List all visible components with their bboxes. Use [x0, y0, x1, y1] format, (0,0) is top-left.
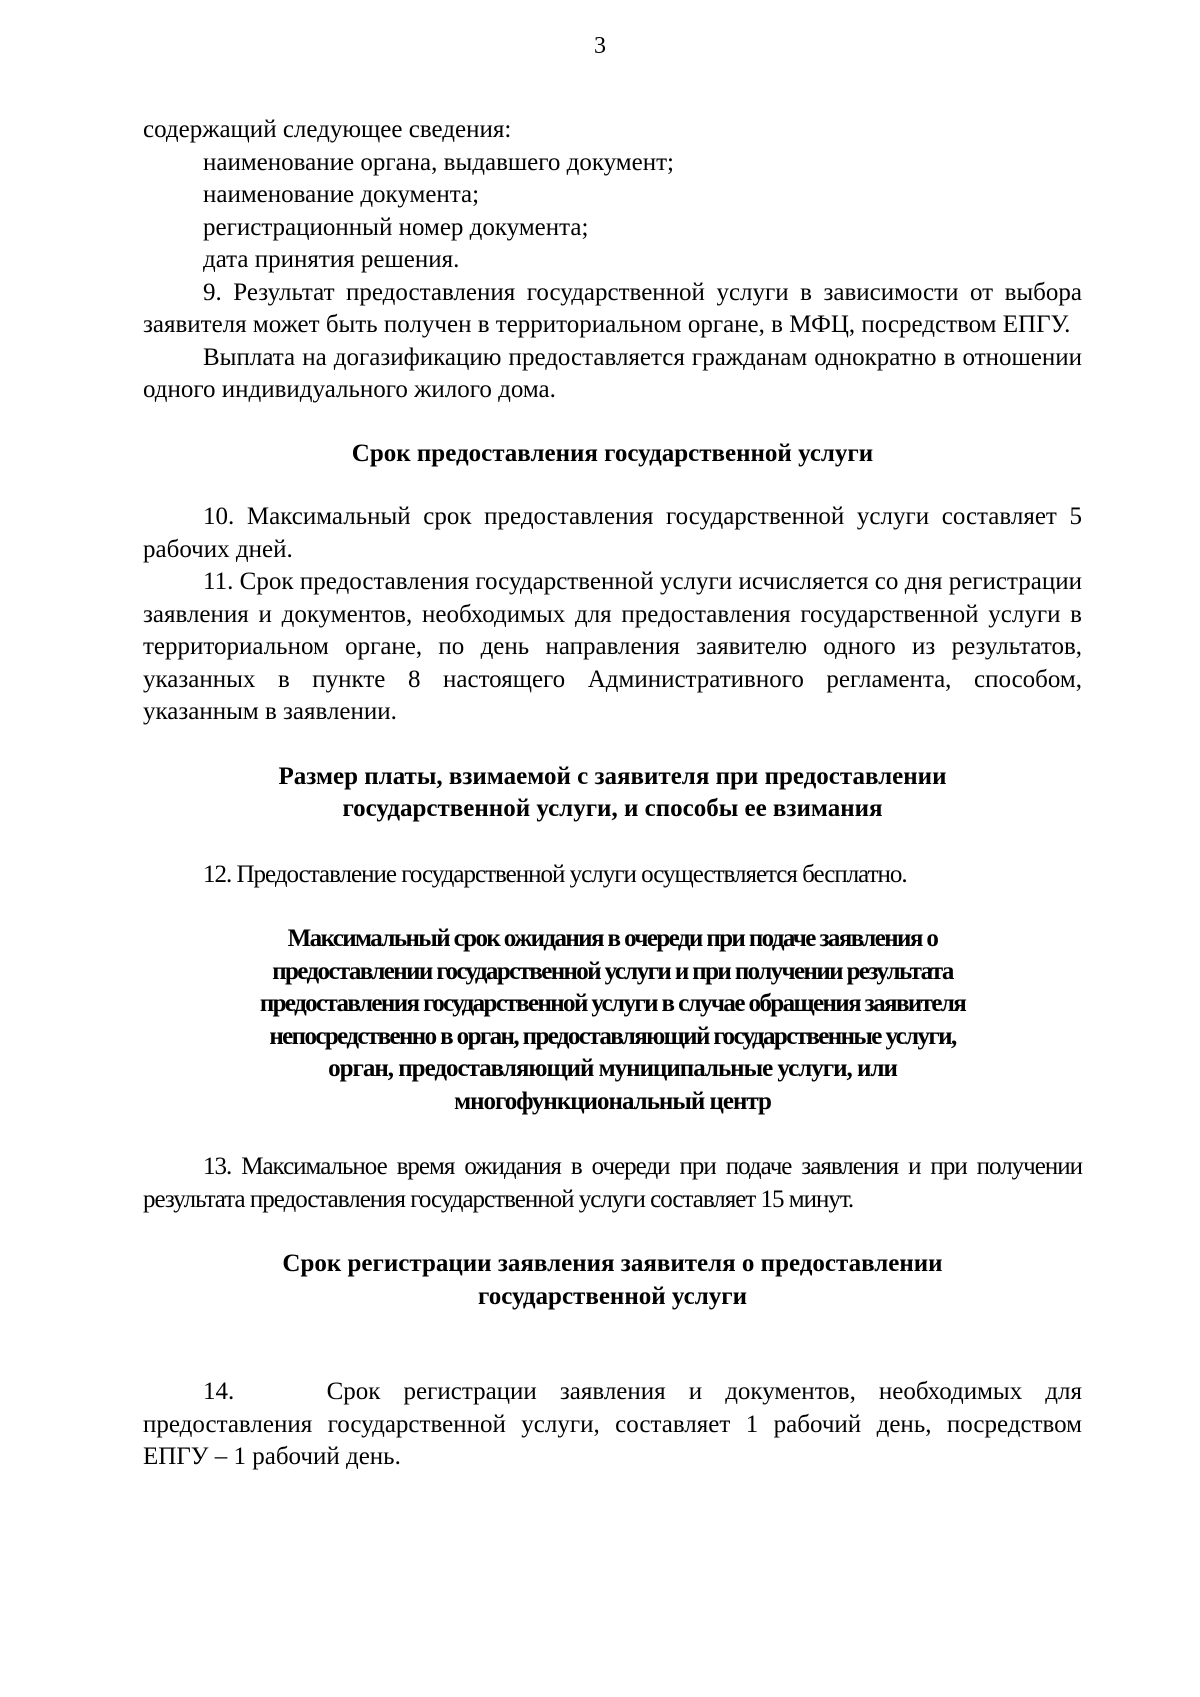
- list-item-registration-number: регистрационный номер документа;: [203, 213, 589, 241]
- list-item-issuing-authority: наименование органа, выдавшего документ;: [203, 148, 674, 176]
- paragraph-14: 14. Срок регистрации заявления и документов, необходимых для предоставления государственной услуги, составляет 1 рабочий день, посредством ЕПГУ – 1 рабочий день.: [143, 1378, 1089, 1470]
- heading-queue-line-2: предоставлении государственной услуги и при получении результата: [272, 957, 953, 985]
- intro-line: содержащий следующее сведения:: [143, 116, 512, 143]
- document-body: [143, 114, 1089, 1474]
- heading-queue-line-1: Максимальный срок ожидания в очереди при подаче заявления о: [287, 925, 938, 952]
- heading-queue-line-6: многофункциональный центр: [454, 1087, 771, 1115]
- heading-registration-line-2: государственной услуги: [477, 1282, 748, 1310]
- heading-queue: [143, 923, 1082, 1118]
- paragraph-payment: Выплата на догазификацию предоставляется гражданам однократно в отношении одного индивидуального жилого дома.: [143, 343, 1082, 403]
- heading-registration: [143, 1248, 1082, 1313]
- paragraph-9: 9. Результат предоставления государственной услуги в зависимости от выбора заявителя может быть получен в территориальном органе, в МФЦ, посредством ЕПГУ.: [143, 278, 1082, 338]
- heading-fee-line-2: государственной услуги, и способы ее взимания: [342, 795, 883, 822]
- paragraph-10: 10. Максимальный срок предоставления государственной услуги составляет 5 рабочих дней.: [143, 503, 1082, 563]
- page-number: 3: [594, 33, 606, 59]
- paragraph-12: 12. Предоставление государственной услуги осуществляется бесплатно.: [203, 860, 907, 888]
- heading-fee-line-1: Размер платы, взимаемой с заявителя при предоставлении: [278, 762, 947, 790]
- list-item-decision-date: дата принятия решения.: [203, 246, 460, 273]
- heading-service-term-text: Срок предоставления государственной услуги: [351, 439, 874, 467]
- heading-service-term: [143, 438, 1082, 471]
- paragraph-13: 13. Максимальное время ожидания в очереди при подаче заявления и при получении результата предоставления государственной услуги составляет 15 минут.: [143, 1153, 1082, 1213]
- list-item-document-name: наименование документа;: [203, 181, 480, 208]
- heading-registration-line-1: Срок регистрации заявления заявителя о предоставлении: [282, 1250, 943, 1277]
- heading-queue-line-5: орган, предоставляющий муниципальные услуги, или: [328, 1055, 897, 1082]
- heading-fee: [143, 761, 1082, 826]
- heading-queue-line-4: непосредственно в орган, предоставляющий государственные услуги,: [269, 1022, 956, 1050]
- heading-queue-line-3: предоставления государственной услуги в случае обращения заявителя: [259, 990, 966, 1017]
- paragraph-11: 11. Срок предоставления государственной услуги исчисляется со дня регистрации заявления и документов, необходимых для предоставления государственной услуги в территориальном органе, по день направления заявителю одного из результатов, указанных в пункте 8 настоящего Административного регламента, способом, указанным в заявлении.: [143, 568, 1082, 725]
